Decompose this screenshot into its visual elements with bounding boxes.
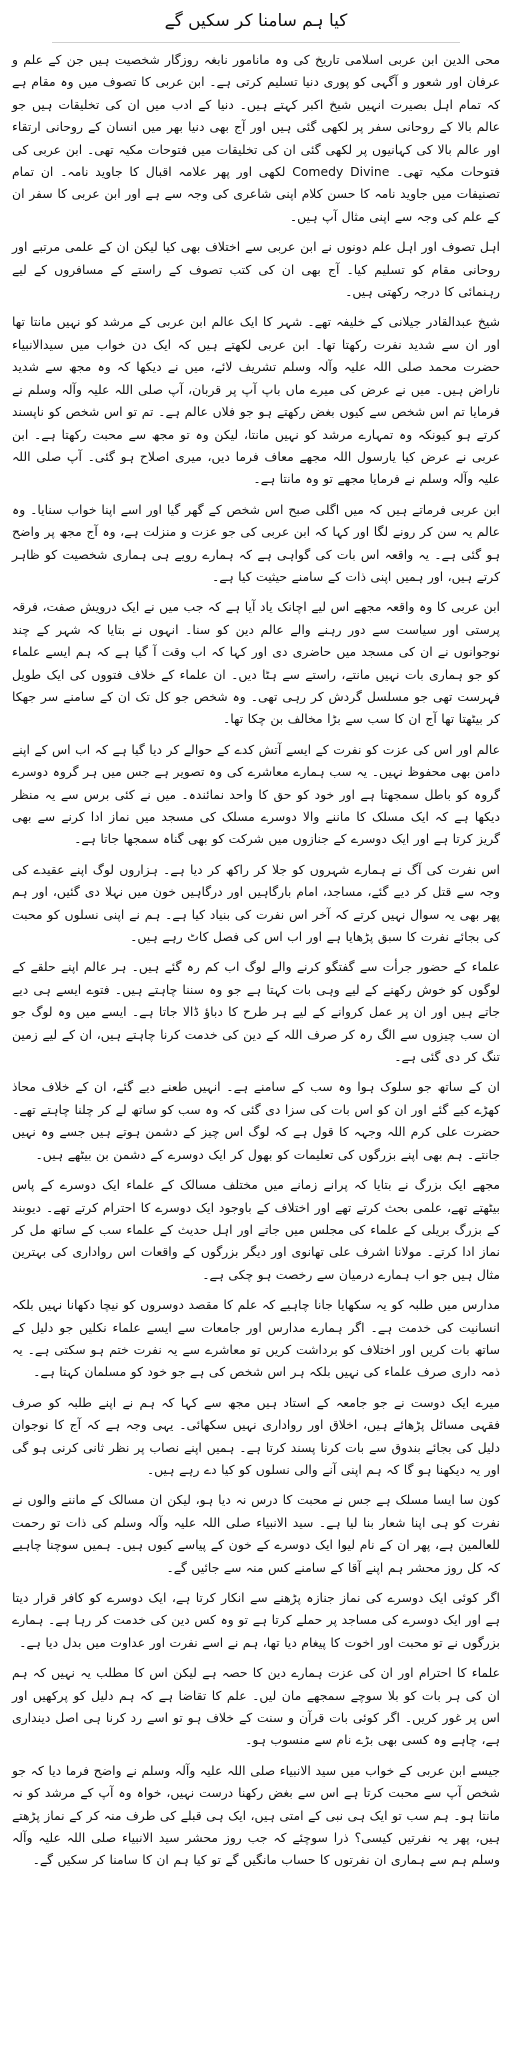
article-paragraph: مجھے ایک بزرگ نے بتایا کہ پرانے زمانے میں مختلف مسالک کے علماء ایک دوسرے کے پاس بیٹھتے تھے، علمی بحث کرتے تھے اور اختلاف کے باوجود ایک دوسرے کا احترام کرتے تھے۔ دیوبند کے بزرگ بریلی کے علماء کی مجلس میں جاتے اور اہل حدیث کے علماء سب کے ساتھ مل کر نماز ادا کرتے۔ مولانا اشرف علی تھانوی اور دیگر بزرگوں کے واقعات اس رواداری کی بہترین مثال ہیں جو اب ہمارے درمیان سے رخصت ہو چکی ہے۔ bbox=[12, 1177, 500, 1282]
article-paragraph: عالم اور اس کی عزت کو نفرت کے ایسے آتش کدے کے حوالے کر دیا گیا ہے کہ اب اس کے اپنے دامن بھی محفوظ نہیں۔ یہ سب ہمارے معاشرے کی وہ تصویر ہے جس میں ہر گروہ دوسرے گروہ کو باطل سمجھتا ہے اور خود کو حق کا واحد نمائندہ۔ میں نے کئی برس سے یہ منظر دیکھا ہے کہ ایک مسلک کا ماننے والا دوسرے مسلک کی مسجد میں نماز ادا کرنے سے بھی گریز کرتا ہے اور ایک دوسرے کے جنازوں میں شرکت کو بھی گناہ سمجھا جاتا ہے۔ bbox=[12, 741, 500, 847]
article-paragraph: علماء کے حضور جرأت سے گفتگو کرنے والے لوگ اب کم رہ گئے ہیں۔ ہر عالم اپنے حلقے کے لوگوں کو خوش رکھنے کے لیے وہی بات کہتا ہے جو وہ سننا چاہتے ہیں۔ فتوے ایسے ہی دیے جاتے ہیں اور ان پر عمل کروانے کے لیے ہر طرح کا دباؤ ڈالا جاتا ہے۔ ایسے میں وہ لوگ جو ان سب چیزوں سے الگ رہ کر صرف اللہ کے دین کی خدمت کرنا چاہتے ہیں، ان کے لیے زمین تنگ کر دی گئی ہے۔ bbox=[12, 959, 500, 1065]
article-paragraph: ابن عربی کا وہ واقعہ مجھے اس لیے اچانک یاد آیا ہے کہ جب میں نے ایک درویش صفت، فرقہ پرستی اور سیاست سے دور رہنے والے عالم دین کو سنا۔ انہوں نے بتایا کہ شہر کے چند نوجوانوں نے ان کی مسجد میں حاضری دی اور کہا کہ اب وقت آ گیا ہے کہ ہم ایسے علماء کو جو ہماری بات نہیں مانتے، راستے سے ہٹا دیں۔ ان علماء کے خلاف فتووں کی ایک طویل فہرست تھی جو مسلسل گردش کر رہی تھی۔ وہ شخص جو کل تک ان کے سامنے سر جھکا کر بیٹھتا تھا آج ان کا سب سے بڑا مخالف بن چکا تھا۔ bbox=[12, 599, 500, 727]
article-paragraph: ان کے ساتھ جو سلوک ہوا وہ سب کے سامنے ہے۔ انہیں طعنے دیے گئے، ان کے خلاف محاذ کھڑے کیے گئے اور ان کو اس بات کی سزا دی گئی کہ وہ سب کو ساتھ لے کر چلنا چاہتے تھے۔ حضرت علی کرم اللہ وجہہ کا قول ہے کہ لوگ اس چیز کے دشمن ہوتے ہیں جسے وہ نہیں جانتے۔ ہم بھی اپنے بزرگوں کی تعلیمات کو بھول کر ایک دوسرے کے دشمن بن بیٹھے ہیں۔ bbox=[12, 1079, 500, 1162]
article-paragraph: کون سا ایسا مسلک ہے جس نے محبت کا درس نہ دیا ہو، لیکن ان مسالک کے ماننے والوں نے نفرت کو ہی اپنا شعار بنا لیا ہے۔ سید الانبیاء صلی اللہ علیہ وآلہ وسلم کی ذات تو رحمت للعالمین ہے، پھر ان کے نام لیوا ایک دوسرے کے خون کے پیاسے کیوں ہیں۔ ہمیں سوچنا چاہیے کہ کل روز محشر ہم اپنے آقا کے سامنے کس منہ سے جائیں گے۔ bbox=[12, 1492, 500, 1575]
article-paragraph: میرے ایک دوست نے جو جامعہ کے استاد ہیں مجھ سے کہا کہ ہم نے اپنے طلبہ کو صرف فقہی مسائل پڑھائے ہیں، اخلاق اور رواداری نہیں سکھائی۔ یہی وجہ ہے کہ آج کا نوجوان دلیل کی بجائے بندوق سے بات کرنا پسند کرتا ہے۔ ہمیں اپنے نصاب پر نظر ثانی کرنی ہو گی اور یہ دیکھنا ہو گا کہ ہم اپنی آنے والی نسلوں کو کیا دے رہے ہیں۔ bbox=[12, 1394, 500, 1477]
article-paragraph: جیسے ابن عربی کے خواب میں سید الانبیاء صلی اللہ علیہ وآلہ وسلم نے واضح فرما دیا کہ جو شخص آپ سے محبت کرتا ہے اس سے بغض رکھنا درست نہیں، خواہ وہ آپ کے مرشد کو نہ مانتا ہو۔ ہم سب تو ایک ہی نبی کے امتی ہیں، ایک ہی قبلے کی طرف منہ کر کے نماز پڑھتے ہیں، پھر یہ نفرتیں کیسی؟ ذرا سوچئے کہ جب روز محشر سید الانبیاء صلی اللہ علیہ وآلہ وسلم ہم سے ہماری ان نفرتوں کا حساب مانگیں گے تو کیا ہم ان کا سامنا کر سکیں گے۔ bbox=[12, 1762, 500, 1868]
article-paragraph: اہل تصوف اور اہل علم دونوں نے ابن عربی سے اختلاف بھی کیا لیکن ان کے علمی مرتبے اور روحانی مقام کو تسلیم کیا۔ آج بھی ان کی کتب تصوف کے راستے کے مسافروں کے لیے رہنمائی کا درجہ رکھتی ہیں۔ bbox=[12, 239, 500, 300]
article-paragraph: اس نفرت کی آگ نے ہمارے شہروں کو جلا کر راکھ کر دیا ہے۔ ہزاروں لوگ اپنے عقیدے کی وجہ سے قتل کر دیے گئے، مساجد، امام بارگاہیں اور درگاہیں خون میں نہلا دی گئیں، اور ہم پھر بھی یہ سوال نہیں کرتے کہ آخر اس نفرت کی بنیاد کیا ہے۔ ہم نے اپنی نسلوں کو محبت کی بجائے نفرت کا سبق پڑھایا ہے اور اب اس کی فصل کاٹ رہے ہیں۔ bbox=[12, 861, 500, 945]
article-paragraph: علماء کا احترام اور ان کی عزت ہمارے دین کا حصہ ہے لیکن اس کا مطلب یہ نہیں کہ ہم ان کی ہر بات کو بلا سوچے سمجھے مان لیں۔ علم کا تقاضا ہے کہ ہم دلیل کو پرکھیں اور اس پر غور کریں۔ اگر کوئی بات قرآن و سنت کے خلاف ہو تو اسے رد کرنا ہی اصل دینداری ہے، چاہے وہ کسی بھی بڑے نام سے منسوب ہو۔ bbox=[12, 1665, 500, 1748]
title-divider bbox=[52, 42, 460, 43]
article-title: کیا ہم سامنا کر سکیں گے bbox=[164, 11, 348, 31]
article-paragraph: اگر کوئی ایک دوسرے کی نماز جنازہ پڑھنے سے انکار کرتا ہے، ایک دوسرے کو کافر قرار دیتا ہے اور ایک دوسرے کی مساجد پر حملے کرتا ہے تو وہ کس دین کی خدمت کر رہا ہے۔ ہمارے بزرگوں نے تو محبت اور اخوت کا پیغام دیا تھا، ہم نے اسے نفرت اور عداوت میں بدل دیا ہے۔ bbox=[12, 1590, 500, 1650]
article-paragraph: شیخ عبدالقادر جیلانی کے خلیفہ تھے۔ شہر کا ایک عالم ابن عربی کے مرشد کو نہیں مانتا تھا اور ان سے شدید نفرت رکھتا تھا۔ ابن عربی لکھتے ہیں کہ ایک دن خواب میں سیدالانبیاء حضرت محمد صلی اللہ علیہ وآلہ وسلم تشریف لائے، میں نے دیکھا کہ وہ مجھ سے شدید ناراض ہیں۔ میں نے عرض کی میرے ماں باپ آپ پر قربان، آپ صلی اللہ علیہ وآلہ وسلم نے فرمایا تم اس شخص سے کیوں بغض رکھتے ہو جو فلاں عالم ہے۔ تم تو اس شخص کو ناپسند کرتے ہو کیونکہ وہ تمہارے مرشد کو نہیں مانتا، لیکن وہ تو مجھ سے محبت رکھتا ہے۔ ابن عربی نے عرض کیا یارسول اللہ مجھے معاف فرما دیں، میری اصلاح ہو گئی۔ آپ صلی اللہ علیہ وآلہ وسلم نے فرمایا مجھے تو وہ مانتا ہے۔ bbox=[12, 314, 500, 487]
article-paragraph: محی الدین ابن عربی اسلامی تاریخ کی وہ مانامور نابغہ روزگار شخصیت ہیں جن کے علم و عرفان اور شعور و آگہی کو پوری دنیا تسلیم کرتی ہے۔ ابن عربی کا تصوف میں وہ مقام ہے کہ تمام اہل بصیرت انہیں شیخ اکبر کہتے ہیں۔ دنیا کے ادب میں ان کی تخلیقات ہیں جو عالم بالا کے روحانی سفر پر لکھی گئی ہیں اور آج بھی دنیا بھر میں انسان کے روحانی ارتقاء اور عالم بالا کی کہانیوں پر لکھی گئی ان کی تخلیقات میں فتوحات مکیہ تھی۔ ابن عربی کی فتوحات مکیہ تھی۔ Comedy Divine لکھی اور پھر علامہ اقبال کا جاوید نامہ۔ ان تمام تصنیفات میں جاوید نامہ کا حسن کلام اپنی شاعری کی وجہ سے ہے اور ابن عربی کا سفر ان کے علم کی وجہ سے اپنی مثال آپ ہیں۔ bbox=[12, 52, 500, 224]
article-body bbox=[12, 49, 500, 1872]
article-paragraph: مدارس میں طلبہ کو یہ سکھایا جانا چاہیے کہ علم کا مقصد دوسروں کو نیچا دکھانا نہیں بلکہ انسانیت کی خدمت ہے۔ اگر ہمارے مدارس اور جامعات سے ایسے علماء نکلیں جو دلیل کے ساتھ بات کریں اور اختلاف کو برداشت کریں تو معاشرے سے یہ نفرت ختم ہو سکتی ہے۔ یہ ذمہ داری صرف علماء کی نہیں بلکہ ہر اس شخص کی ہے جو خود کو مسلمان کہتا ہے۔ bbox=[12, 1297, 500, 1380]
article-paragraph: ابن عربی فرماتے ہیں کہ میں اگلی صبح اس شخص کے گھر گیا اور اسے اپنا خواب سنایا۔ وہ عالم یہ سن کر رونے لگا اور کہا کہ ابن عربی کی جو عزت و منزلت ہے، وہ آج مجھ پر واضح ہو گئی ہے۔ یہ واقعہ اس بات کی گواہی ہے کہ ہمارے رویے ہی ہماری شخصیت کو ظاہر کرتے ہیں، اور ہمیں اپنی ذات کے سامنے حیثیت کیا ہے۔ bbox=[12, 501, 500, 584]
